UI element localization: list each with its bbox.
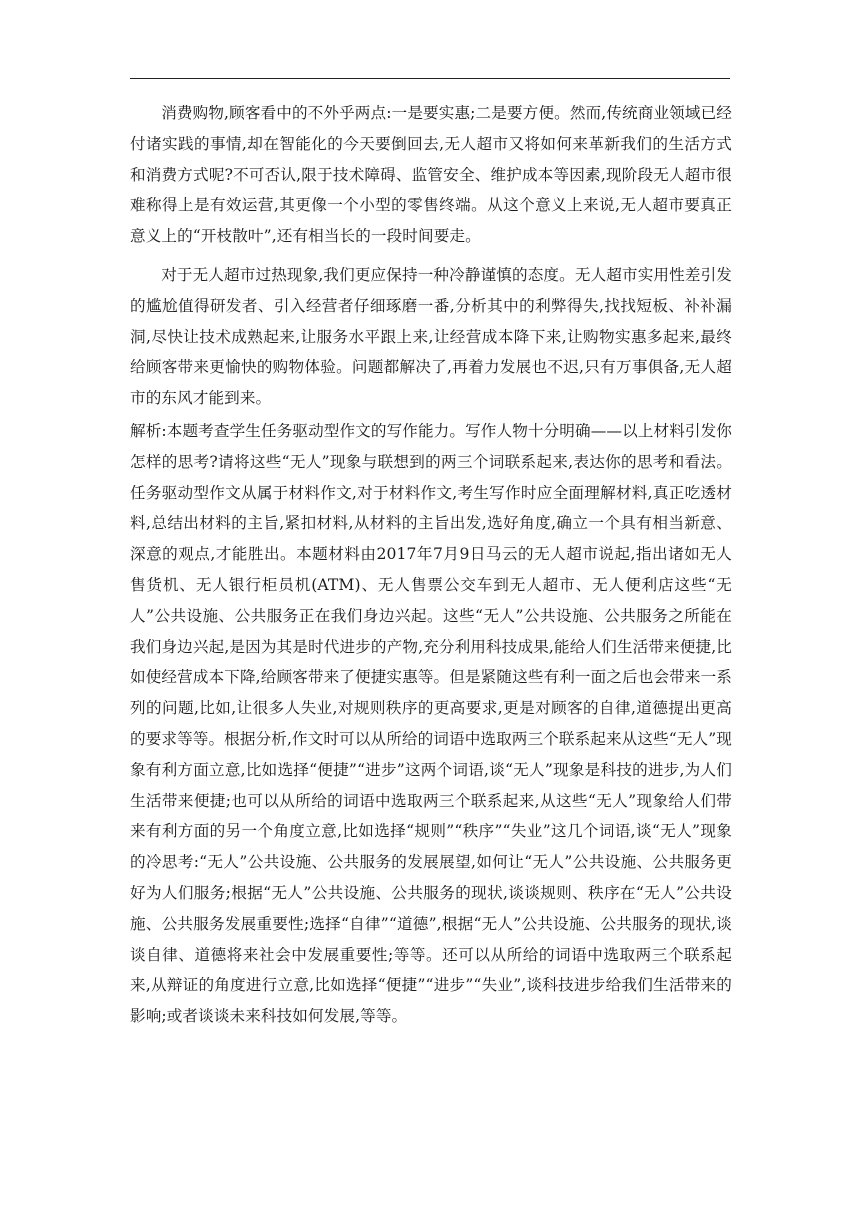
- body-paragraph-2: 对于无人超市过热现象,我们更应保持一种冷静谨慎的态度。无人超市实用性差引发的尴尬值得研发者、引入经营者仔细琢磨一番,分析其中的利弊得失,找找短板、补补漏洞,尽快让技术成熟起来,让服务水平跟上来,让经营成本降下来,让购物实惠多起来,最终给顾客带来更愉快的购物体验。问题都解决了,再着力发展也不迟,只有万事俱备,无人超市的东风才能到来。: [130, 265, 732, 408]
- analysis-paragraph: 解析:本题考查学生任务驱动型作文的写作能力。写作人物十分明确——以上材料引发你怎样的思考?请将这些“无人”现象与联想到的两三个词联系起来,表达你的思考和看法。任务驱动型作文从属于材料作文,对于材料作文,考生写作时应全面理解材料,真正吃透材料,总结出材料的主旨,紧扣材料,从材料的主旨出发,选好角度,确立一个具有相当新意、深意的观点,才能胜出。本题材料由2017年7月9日马云的无人超市说起,指出诸如无人售货机、无人银行柜员机(ATM)、无人售票公交车到无人超市、无人便利店这些“无人”公共设施、公共服务正在我们身边兴起。这些“无人”公共设施、公共服务之所能在我们身边兴起,是因为其是时代进步的产物,充分利用科技成果,能给人们生活带来便捷,比如使经营成本下降,给顾客带来了便捷实惠等。但是紧随这些有利一面之后也会带来一系列的问题,比如,让很多人失业,对规则秩序的更高要求,更是对顾客的自律,道德提出更高的要求等等。根据分析,作文时可以从所给的词语中选取两三个联系起来从这些“无人”现象有利方面立意,比如选择“便捷”“进步”这两个词语,谈“无人”现象是科技的进步,为人们生活带来便捷;也可以从所给的词语中选取两三个联系起来,从这些“无人”现象给人们带来有利方面的另一个角度立意,比如选择“规则”“秩序”“失业”这几个词语,谈“无人”现象的冷思考:“无人”公共设施、公共服务的发展展望,如何让“无人”公共设施、公共服务更好为人们服务;根据“无人”公共设施、公共服务的现状,谈谈规则、秩序在“无人”公共设施、公共服务发展重要性;选择“自律”“道德”,根据“无人”公共设施、公共服务的现状,谈谈自律、道德将来社会中发展重要性;等等。还可以从所给的词语中选取两三个联系起来,从辩证的角度进行立意,比如选择“便捷”“进步”“失业”,谈科技进步给我们生活带来的影响;或者谈谈未来科技如何发展,等等。: [130, 421, 732, 1026]
- body-paragraph-1: 消费购物,顾客看中的不外乎两点:一是要实惠;二是要方便。然而,传统商业领域已经付诸实践的事情,却在智能化的今天要倒回去,无人超市又将如何来革新我们的生活方式和消费方式呢?不可否认,限于技术障碍、监管安全、维护成本等因素,现阶段无人超市很难称得上是有效运营,其更像一个小型的零售终端。从这个意义上来说,无人超市要真正意义上的“开枝散叶”,还有相当长的一段时间要走。: [130, 104, 732, 246]
- header-rule: [130, 78, 730, 79]
- document-body: [130, 98, 732, 1036]
